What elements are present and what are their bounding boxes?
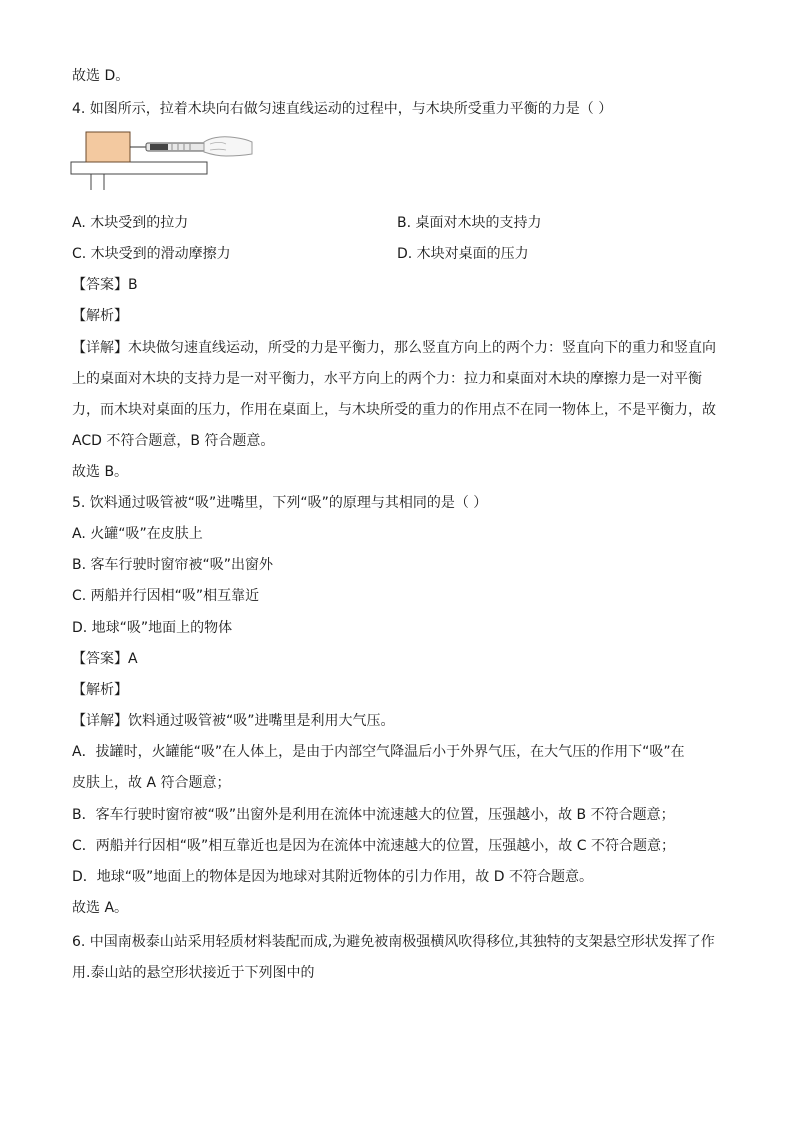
q4-detail-line-3: 力，而木块对桌面的压力，作用在桌面上，与木块所受的重力的作用点不在同一物体上，不是平衡力，故 (72, 402, 716, 418)
hand-icon (204, 137, 252, 156)
q5-answer-line (72, 649, 138, 669)
q4-figure (70, 128, 255, 194)
q5-detail-b: B．客车行驶时窗帘被“吸”出窗外是利用在流体中流速越大的位置，压强越小，故 B 不符合题意； (72, 807, 675, 823)
wooden-block (86, 132, 130, 162)
prev-conclusion: 故选 D。 (72, 68, 130, 84)
answer-value: A (128, 651, 138, 667)
q4-conclusion: 故选 B。 (72, 464, 129, 480)
q4-option-b: B. 桌面对木块的支持力 (397, 215, 542, 231)
q5-option-b: B. 客车行驶时窗帘被“吸”出窗外 (72, 557, 274, 573)
q5-option-d: D. 地球“吸”地面上的物体 (72, 620, 233, 636)
question-6-stem-line-1: 6. 中国南极泰山站采用轻质材料装配而成,为避免被南极强横风吹得移位,其独特的支架悬空形状发挥了作 (72, 934, 715, 950)
q5-conclusion: 故选 A。 (72, 900, 129, 916)
q5-detail-c: C．两船并行因相“吸”相互靠近也是因为在流体中流速越大的位置，压强越小，故 C 不符合题意； (72, 838, 675, 854)
detail-text: 木块做匀速直线运动，所受的力是平衡力，那么竖直方向上的两个力：竖直向下的重力和竖直向 (128, 340, 716, 356)
q5-analysis-tag: 【解析】 (72, 682, 128, 698)
detail-tag: 【详解】 (72, 713, 128, 729)
q4-option-c: C. 木块受到的滑动摩擦力 (72, 246, 231, 262)
q4-answer-line (72, 275, 138, 295)
table-top (71, 162, 207, 174)
q4-detail-line-4: ACD 不符合题意，B 符合题意。 (72, 433, 275, 449)
answer-tag: 【答案】 (72, 651, 128, 667)
detail-tag: 【详解】 (72, 340, 128, 356)
q4-option-d: D. 木块对桌面的压力 (397, 246, 529, 262)
q4-detail-line-2: 上的桌面对木块的支持力是一对平衡力，水平方向上的两个力：拉力和桌面对木块的摩擦力是一对平衡 (72, 371, 702, 387)
answer-value: B (128, 277, 138, 293)
q5-detail-a-line-2: 皮肤上，故 A 符合题意； (72, 775, 231, 791)
question-5-stem: 5. 饮料通过吸管被“吸”进嘴里，下列“吸”的原理与其相同的是（ ） (72, 495, 488, 511)
q4-analysis-tag: 【解析】 (72, 308, 128, 324)
q5-option-c: C. 两船并行因相“吸”相互靠近 (72, 588, 260, 604)
detail-text: 饮料通过吸管被“吸”进嘴里是利用大气压。 (128, 713, 395, 729)
q5-option-a: A. 火罐“吸”在皮肤上 (72, 526, 203, 542)
q5-detail-line-0 (72, 711, 395, 731)
q5-detail-a-line-1: A．拔罐时，火罐能“吸”在人体上，是由于内部空气降温后小于外界气压，在大气压的作用下“吸”在 (72, 744, 685, 760)
spring-scale-dial (150, 144, 168, 150)
question-6-stem-line-2: 用.泰山站的悬空形状接近于下列图中的 (72, 965, 315, 981)
q4-option-a: A. 木块受到的拉力 (72, 215, 189, 231)
q5-detail-d: D．地球“吸”地面上的物体是因为地球对其附近物体的引力作用，故 D 不符合题意。 (72, 869, 593, 885)
answer-tag: 【答案】 (72, 277, 128, 293)
question-4-stem: 4. 如图所示，拉着木块向右做匀速直线运动的过程中，与木块所受重力平衡的力是（ ） (72, 101, 613, 117)
q4-detail-line-1 (72, 338, 716, 358)
